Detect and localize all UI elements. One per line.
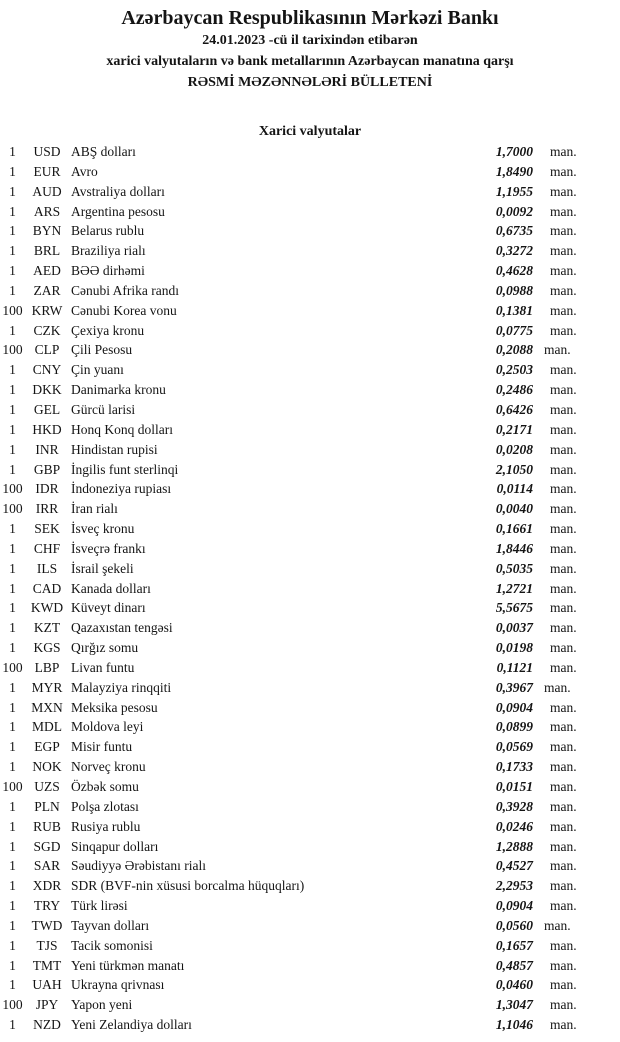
row-unit-label: man.	[550, 322, 577, 338]
row-rate-value: 0,0198	[495, 640, 533, 656]
row-rate-value: 1,2888	[495, 838, 533, 854]
row-currency-code: DKK	[32, 382, 62, 398]
row-unit-label: man.	[550, 263, 577, 279]
row-currency-code: CHF	[33, 540, 61, 556]
row-rate-value: 0,0899	[495, 719, 533, 735]
bulletin-header	[0, 0, 620, 93]
row-unit-label: man.	[550, 719, 577, 735]
row-currency-code: NZD	[33, 1017, 61, 1033]
row-currency-name: Argentina pesosu	[71, 203, 165, 219]
row-rate-value: 0,5035	[495, 560, 533, 576]
row-unit-label: man.	[550, 401, 577, 417]
row-quantity: 1	[9, 580, 16, 596]
row-rate-value: 1,1955	[495, 183, 533, 199]
row-currency-name: Moldova leyi	[71, 719, 144, 735]
table-row	[0, 142, 620, 162]
row-unit-label: man.	[550, 937, 577, 953]
row-unit-label: man.	[550, 243, 577, 259]
row-currency-name: Braziliya rialı	[71, 243, 146, 259]
row-currency-name: Cənubi Afrika randı	[71, 282, 179, 298]
row-quantity: 1	[9, 640, 16, 656]
table-row	[0, 975, 620, 995]
row-currency-code: AUD	[32, 183, 62, 199]
table-row	[0, 896, 620, 916]
row-unit-label: man.	[550, 659, 577, 675]
row-rate-value: 0,0904	[495, 699, 533, 715]
row-rate-value: 0,1657	[495, 937, 533, 953]
row-currency-name: Avro	[71, 163, 98, 179]
row-currency-code: TWD	[31, 917, 63, 933]
row-unit-label: man.	[550, 481, 577, 497]
row-currency-code: INR	[35, 441, 59, 457]
table-row	[0, 956, 620, 976]
row-rate-value: 0,0904	[495, 898, 533, 914]
row-rate-value: 0,3928	[495, 798, 533, 814]
table-row	[0, 261, 620, 281]
row-unit-label: man.	[550, 838, 577, 854]
row-currency-name: Livan funtu	[71, 659, 135, 675]
row-unit-label: man.	[544, 342, 571, 358]
row-currency-name: Sinqapur dolları	[71, 838, 159, 854]
row-unit-label: man.	[550, 580, 577, 596]
bulletin-title: RƏSMİ MƏZƏNNƏLƏRİ BÜLLETENİ	[187, 75, 433, 90]
rates-table	[0, 142, 620, 1035]
table-row	[0, 1015, 620, 1035]
row-rate-value: 1,8446	[495, 540, 533, 556]
row-rate-value: 0,0246	[495, 818, 533, 834]
row-rate-value: 0,0569	[495, 739, 533, 755]
row-quantity: 1	[9, 620, 16, 636]
row-unit-label: man.	[550, 521, 577, 537]
row-currency-code: ZAR	[33, 282, 61, 298]
row-quantity: 1	[9, 521, 16, 537]
table-row	[0, 797, 620, 817]
row-currency-name: Meksika pesosu	[71, 699, 158, 715]
row-currency-code: BRL	[33, 243, 61, 259]
row-currency-name: Özbək somu	[71, 779, 139, 794]
row-quantity: 1	[9, 441, 16, 457]
row-unit-label: man.	[550, 759, 577, 775]
row-quantity: 1	[9, 818, 16, 834]
table-row	[0, 837, 620, 857]
row-quantity: 1	[9, 699, 16, 715]
table-row	[0, 916, 620, 936]
row-currency-code: TJS	[36, 937, 58, 953]
row-quantity: 100	[2, 659, 23, 675]
table-row	[0, 281, 620, 301]
row-currency-name: Yeni türkmən manatı	[71, 957, 185, 973]
row-rate-value: 0,1733	[495, 759, 533, 775]
table-row	[0, 876, 620, 896]
row-currency-code: SGD	[33, 838, 61, 854]
row-currency-code: IDR	[35, 481, 59, 497]
row-currency-code: USD	[33, 144, 61, 159]
row-currency-name: İran rialı	[71, 501, 118, 517]
row-quantity: 1	[9, 322, 16, 338]
row-currency-name: Yeni Zelandiya dolları	[71, 1017, 192, 1033]
row-unit-label: man.	[550, 144, 577, 159]
row-rate-value: 0,0037	[495, 620, 533, 636]
row-rate-value: 0,0560	[495, 917, 533, 933]
row-unit-label: man.	[550, 957, 577, 973]
row-currency-name: Küveyt dinarı	[71, 600, 146, 616]
row-currency-code: KRW	[31, 302, 63, 318]
table-row	[0, 658, 620, 678]
row-currency-code: TRY	[33, 898, 61, 914]
section-title-foreign-currencies: Xarici valyutalar	[258, 124, 362, 139]
row-unit-label: man.	[550, 620, 577, 636]
row-rate-value: 5,5675	[495, 600, 533, 616]
row-quantity: 1	[9, 977, 16, 993]
row-currency-code: ILS	[36, 560, 58, 576]
row-currency-code: UAH	[32, 977, 62, 993]
table-row	[0, 638, 620, 658]
row-unit-label: man.	[550, 699, 577, 715]
row-quantity: 100	[2, 779, 23, 794]
row-unit-label: man.	[550, 898, 577, 914]
row-unit-label: man.	[550, 600, 577, 616]
row-unit-label: man.	[550, 461, 577, 477]
row-quantity: 1	[9, 282, 16, 298]
table-row	[0, 678, 620, 698]
row-rate-value: 0,0208	[495, 441, 533, 457]
row-rate-value: 0,2486	[495, 382, 533, 398]
effective-date-line: 24.01.2023 -cü il tarixindən etibarən	[202, 33, 418, 48]
row-currency-code: MXN	[31, 699, 63, 715]
row-currency-code: MDL	[32, 719, 62, 735]
row-quantity: 1	[9, 719, 16, 735]
row-quantity: 100	[2, 481, 23, 497]
row-rate-value: 0,1661	[495, 521, 533, 537]
row-unit-label: man.	[550, 362, 577, 378]
row-rate-value: 0,4628	[495, 263, 533, 279]
row-unit-label: man.	[550, 1017, 577, 1033]
row-rate-value: 0,2503	[495, 362, 533, 378]
row-currency-code: EGP	[34, 739, 60, 755]
row-unit-label: man.	[550, 382, 577, 398]
bulletin-subtitle: xarici valyutaların və bank metallarının Azərbaycan manatına qarşı	[106, 54, 514, 69]
row-currency-name: ABŞ dolları	[71, 144, 136, 159]
row-unit-label: man.	[550, 779, 577, 794]
row-quantity: 1	[9, 144, 16, 159]
row-quantity: 1	[9, 401, 16, 417]
table-row	[0, 499, 620, 519]
row-currency-name: İsrail şekeli	[71, 560, 134, 576]
row-currency-code: XDR	[32, 878, 62, 894]
table-row	[0, 856, 620, 876]
row-currency-name: Cənubi Korea vonu	[71, 302, 177, 318]
row-rate-value: 0,0460	[495, 977, 533, 993]
row-currency-code: SEK	[34, 521, 60, 537]
row-rate-value: 0,4857	[495, 957, 533, 973]
table-row	[0, 777, 620, 797]
row-rate-value: 0,2171	[495, 421, 533, 437]
row-currency-name: Belarus rublu	[71, 223, 145, 239]
bank-name-title: Azərbaycan Respublikasının Mərkəzi Bankı	[121, 7, 499, 29]
row-rate-value: 0,4527	[495, 858, 533, 874]
row-unit-label: man.	[550, 977, 577, 993]
row-rate-value: 2,2953	[495, 878, 533, 894]
row-currency-code: MYR	[31, 679, 63, 695]
row-quantity: 1	[9, 560, 16, 576]
row-quantity: 1	[9, 263, 16, 279]
row-currency-name: Honq Konq dolları	[71, 421, 173, 437]
row-quantity: 1	[9, 243, 16, 259]
row-quantity: 1	[9, 898, 16, 914]
row-quantity: 1	[9, 223, 16, 239]
row-currency-name: İndoneziya rupiası	[71, 481, 172, 497]
table-row	[0, 559, 620, 579]
row-unit-label: man.	[550, 997, 577, 1013]
row-rate-value: 0,6735	[495, 223, 533, 239]
table-row	[0, 460, 620, 480]
table-row	[0, 420, 620, 440]
row-rate-value: 0,6426	[495, 401, 533, 417]
row-rate-value: 0,1121	[496, 659, 533, 675]
table-row	[0, 598, 620, 618]
row-unit-label: man.	[550, 421, 577, 437]
row-rate-value: 2,1050	[495, 461, 533, 477]
row-rate-value: 0,0775	[495, 322, 533, 338]
row-quantity: 1	[9, 1017, 16, 1033]
row-quantity: 1	[9, 957, 16, 973]
table-row	[0, 182, 620, 202]
row-currency-code: UZS	[34, 779, 60, 794]
row-rate-value: 0,3967	[495, 679, 533, 695]
row-unit-label: man.	[550, 501, 577, 517]
row-quantity: 1	[9, 917, 16, 933]
row-currency-code: PLN	[34, 798, 60, 814]
row-currency-name: Rusiya rublu	[71, 818, 141, 834]
table-row	[0, 380, 620, 400]
row-rate-value: 0,0092	[495, 203, 533, 219]
row-unit-label: man.	[550, 203, 577, 219]
row-currency-name: BƏƏ dirhəmi	[71, 263, 145, 279]
row-rate-value: 0,3272	[495, 243, 533, 259]
table-row	[0, 202, 620, 222]
row-unit-label: man.	[544, 917, 571, 933]
row-unit-label: man.	[550, 223, 577, 239]
row-quantity: 100	[2, 302, 23, 318]
row-currency-name: Kanada dolları	[71, 580, 151, 596]
row-rate-value: 1,2721	[495, 580, 533, 596]
row-rate-value: 0,1381	[495, 302, 533, 318]
row-quantity: 100	[2, 501, 23, 517]
row-currency-name: SDR (BVF-nin xüsusi borcalma hüquqları)	[71, 878, 305, 894]
row-currency-code: KWD	[30, 600, 64, 616]
row-unit-label: man.	[550, 798, 577, 814]
row-rate-value: 1,3047	[495, 997, 533, 1013]
row-currency-name: Gürcü larisi	[71, 401, 136, 417]
row-currency-name: Səudiyyə Ərəbistanı rialı	[71, 858, 206, 874]
row-quantity: 1	[9, 183, 16, 199]
table-row	[0, 579, 620, 599]
row-currency-code: AED	[33, 263, 61, 279]
table-row	[0, 360, 620, 380]
row-unit-label: man.	[550, 818, 577, 834]
table-row	[0, 757, 620, 777]
row-quantity: 1	[9, 382, 16, 398]
row-unit-label: man.	[550, 302, 577, 318]
row-currency-name: Misir funtu	[71, 739, 133, 755]
row-currency-name: Yapon yeni	[71, 997, 133, 1013]
row-currency-name: Malayziya rinqqiti	[71, 679, 172, 695]
row-currency-code: LBP	[34, 659, 60, 675]
row-rate-value: 0,0988	[495, 282, 533, 298]
row-quantity: 1	[9, 937, 16, 953]
row-quantity: 1	[9, 163, 16, 179]
row-quantity: 1	[9, 739, 16, 755]
row-unit-label: man.	[550, 282, 577, 298]
table-row	[0, 698, 620, 718]
row-currency-name: Tacik somonisi	[71, 937, 153, 953]
row-unit-label: man.	[544, 679, 571, 695]
row-quantity: 1	[9, 838, 16, 854]
row-currency-code: ARS	[33, 203, 61, 219]
row-rate-value: 0,0151	[495, 779, 533, 794]
row-quantity: 1	[9, 679, 16, 695]
row-rate-value: 0,0040	[495, 501, 533, 517]
row-currency-name: Polşa zlotası	[71, 798, 139, 814]
row-currency-name: Ukrayna qrivnası	[71, 977, 165, 993]
table-row	[0, 301, 620, 321]
row-quantity: 1	[9, 362, 16, 378]
row-rate-value: 0,2088	[495, 342, 533, 358]
table-row	[0, 321, 620, 341]
row-rate-value: 1,8490	[495, 163, 533, 179]
row-unit-label: man.	[550, 183, 577, 199]
row-quantity: 1	[9, 421, 16, 437]
row-currency-name: Türk lirəsi	[71, 898, 128, 914]
row-currency-name: Norveç kronu	[71, 759, 146, 775]
row-currency-name: Tayvan dolları	[71, 917, 150, 933]
row-currency-name: Çexiya kronu	[71, 322, 145, 338]
row-currency-name: Hindistan rupisi	[71, 441, 158, 457]
row-currency-code: JPY	[35, 997, 59, 1013]
table-row	[0, 936, 620, 956]
table-row	[0, 221, 620, 241]
row-currency-code: KZT	[33, 620, 61, 636]
table-row	[0, 618, 620, 638]
table-row	[0, 440, 620, 460]
table-row	[0, 162, 620, 182]
row-currency-code: TMT	[32, 957, 62, 973]
table-row	[0, 737, 620, 757]
row-unit-label: man.	[550, 858, 577, 874]
row-quantity: 1	[9, 203, 16, 219]
row-currency-code: CAD	[32, 580, 62, 596]
row-unit-label: man.	[550, 163, 577, 179]
row-quantity: 1	[9, 858, 16, 874]
table-row	[0, 995, 620, 1015]
table-row	[0, 519, 620, 539]
row-currency-name: Avstraliya dolları	[71, 183, 165, 199]
row-currency-name: Danimarka kronu	[71, 382, 166, 398]
row-currency-code: CNY	[32, 362, 62, 378]
row-currency-name: Qırğız somu	[71, 640, 139, 656]
row-quantity: 1	[9, 759, 16, 775]
row-quantity: 1	[9, 461, 16, 477]
row-currency-code: NOK	[32, 759, 62, 775]
table-row	[0, 817, 620, 837]
table-row	[0, 479, 620, 499]
table-row	[0, 539, 620, 559]
row-quantity: 1	[9, 540, 16, 556]
table-row	[0, 717, 620, 737]
row-currency-code: RUB	[33, 818, 61, 834]
row-currency-code: GEL	[33, 401, 61, 417]
row-unit-label: man.	[550, 540, 577, 556]
row-quantity: 100	[2, 997, 23, 1013]
table-row	[0, 340, 620, 360]
row-currency-code: GBP	[33, 461, 61, 477]
row-quantity: 100	[2, 342, 23, 358]
row-currency-code: EUR	[33, 163, 61, 179]
row-unit-label: man.	[550, 878, 577, 894]
row-rate-value: 0,0114	[496, 481, 533, 497]
row-currency-code: SAR	[33, 858, 61, 874]
row-rate-value: 1,7000	[495, 144, 533, 159]
row-currency-name: İngilis funt sterlinqi	[71, 461, 179, 477]
row-currency-code: CLP	[34, 342, 60, 358]
row-currency-name: Çili Pesosu	[71, 342, 133, 358]
row-currency-code: KGS	[33, 640, 61, 656]
row-unit-label: man.	[550, 640, 577, 656]
row-currency-name: İsveçrə frankı	[71, 540, 146, 556]
row-quantity: 1	[9, 798, 16, 814]
row-currency-code: CZK	[33, 322, 61, 338]
row-rate-value: 1,1046	[495, 1017, 533, 1033]
table-row	[0, 241, 620, 261]
table-row	[0, 400, 620, 420]
row-unit-label: man.	[550, 739, 577, 755]
row-currency-name: Qazaxıstan tengəsi	[71, 620, 173, 636]
row-unit-label: man.	[550, 560, 577, 576]
row-currency-name: İsveç kronu	[71, 521, 135, 537]
row-currency-code: HKD	[32, 421, 62, 437]
row-unit-label: man.	[550, 441, 577, 457]
row-currency-code: IRR	[35, 501, 59, 517]
row-quantity: 1	[9, 878, 16, 894]
row-currency-name: Çin yuanı	[71, 362, 124, 378]
row-currency-code: BYN	[32, 223, 62, 239]
row-quantity: 1	[9, 600, 16, 616]
